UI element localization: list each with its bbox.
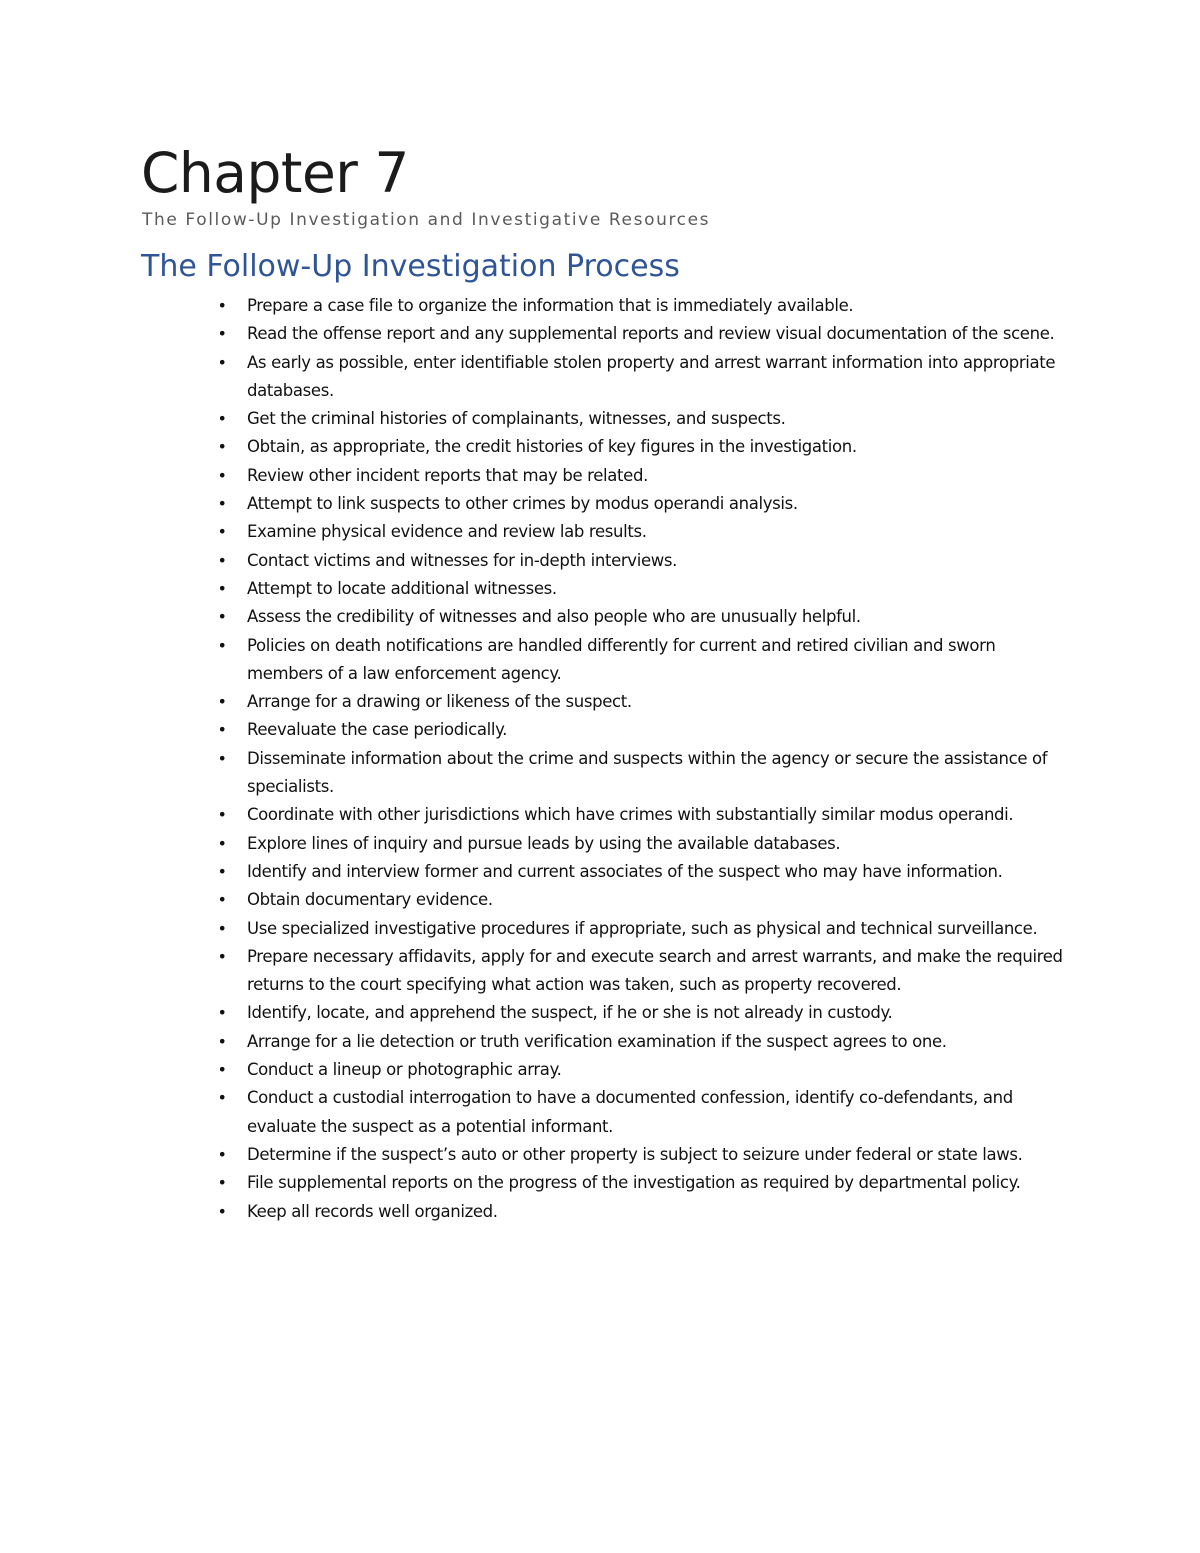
bullet-icon: •	[217, 1173, 227, 1193]
list-item-text: Get the criminal histories of complainants, witnesses, and suspects.	[247, 409, 786, 429]
bullet-icon: •	[217, 1144, 227, 1164]
list-item	[217, 688, 1071, 716]
chapter-subtitle: The Follow-Up Investigation and Investigative Resources	[142, 210, 711, 230]
list-item-text: Prepare necessary affidavits, apply for and execute search and arrest warrants, and make the required returns to the court specifying what action was taken, such as property recovered.	[247, 946, 1063, 995]
list-item	[217, 1198, 1071, 1226]
list-item	[217, 1169, 1071, 1197]
bullet-icon: •	[217, 1031, 227, 1051]
list-item-text: Reevaluate the case periodically.	[247, 720, 508, 740]
document-content	[141, 140, 1071, 1226]
list-item-text: Assess the credibility of witnesses and also people who are unusually helpful.	[247, 607, 861, 627]
list-item	[217, 547, 1071, 575]
bullet-icon: •	[217, 324, 227, 344]
list-item-text: Obtain, as appropriate, the credit histories of key figures in the investigation.	[247, 437, 857, 457]
bullet-icon: •	[217, 1201, 227, 1221]
list-item	[217, 915, 1071, 943]
bullet-icon: •	[217, 946, 227, 966]
list-item	[217, 433, 1071, 461]
bullet-icon: •	[217, 607, 227, 627]
list-item-text: Conduct a custodial interrogation to have a documented confession, identify co-defendants, and evaluate the suspect as a potential informant.	[247, 1088, 1013, 1136]
list-item-text: Disseminate information about the crime and suspects within the agency or secure the assistance of specialists.	[247, 748, 1048, 797]
bullet-icon: •	[217, 635, 227, 655]
chapter-title: Chapter 7	[141, 141, 409, 205]
list-item	[217, 830, 1071, 858]
list-item-text: Attempt to locate additional witnesses.	[247, 578, 557, 598]
list-item	[217, 405, 1071, 433]
list-item-text: As early as possible, enter identifiable stolen property and arrest warrant information into appropriate databases.	[247, 352, 1056, 400]
bullet-icon: •	[217, 720, 227, 740]
list-item	[217, 292, 1071, 320]
list-item-text: Examine physical evidence and review lab results.	[247, 522, 647, 542]
list-item-text: Explore lines of inquiry and pursue leads by using the available databases.	[247, 833, 841, 853]
bullet-icon: •	[217, 296, 227, 315]
list-item	[217, 1141, 1071, 1169]
list-item	[217, 858, 1071, 886]
list-item-text: Arrange for a drawing or likeness of the suspect.	[247, 692, 632, 712]
list-item	[217, 518, 1071, 546]
list-item-text: Identify, locate, and apprehend the suspect, if he or she is not already in custody.	[247, 1003, 893, 1023]
list-item-text: Read the offense report and any supplemental reports and review visual documentation of the scene.	[247, 324, 1055, 344]
bullet-icon: •	[217, 805, 227, 825]
list-item-text: Identify and interview former and current associates of the suspect who may have information.	[247, 861, 1003, 881]
list-item	[217, 801, 1071, 829]
bullet-icon: •	[217, 918, 227, 938]
list-item	[217, 1084, 1071, 1141]
list-item-text: Conduct a lineup or photographic array.	[247, 1060, 562, 1080]
list-item	[217, 490, 1071, 518]
list-item-text: Arrange for a lie detection or truth verification examination if the suspect agrees to one.	[247, 1031, 947, 1051]
list-item	[217, 603, 1071, 631]
list-item	[217, 943, 1071, 1000]
bullet-icon: •	[217, 1060, 227, 1080]
list-item	[217, 1056, 1071, 1084]
list-item	[217, 349, 1071, 406]
bullet-icon: •	[217, 578, 227, 598]
bullet-icon: •	[217, 409, 227, 429]
list-item-text: Use specialized investigative procedures if appropriate, such as physical and technical surveillance.	[247, 918, 1038, 938]
list-item	[217, 999, 1071, 1027]
list-item-text: Obtain documentary evidence.	[247, 890, 493, 910]
list-item	[217, 462, 1071, 490]
bullet-icon: •	[217, 833, 227, 853]
list-item-text: File supplemental reports on the progress of the investigation as required by departmental policy.	[247, 1173, 1021, 1193]
bullet-icon: •	[217, 1003, 227, 1023]
bullet-icon: •	[217, 890, 227, 910]
list-item-text: Policies on death notifications are handled differently for current and retired civilian and sworn members of a law enforcement agency.	[247, 635, 996, 683]
bullet-icon: •	[217, 692, 227, 712]
bullet-icon: •	[217, 1088, 227, 1108]
bullet-list	[141, 292, 1071, 1226]
list-item-text: Determine if the suspect’s auto or other property is subject to seizure under federal or state laws.	[247, 1144, 1023, 1164]
bullet-icon: •	[217, 522, 227, 542]
section-heading: The Follow-Up Investigation Process	[141, 249, 680, 284]
bullet-icon: •	[217, 465, 227, 485]
list-item	[217, 745, 1071, 802]
list-item-text: Coordinate with other jurisdictions which have crimes with substantially similar modus operandi.	[247, 805, 1014, 825]
bullet-icon: •	[217, 550, 227, 570]
list-item	[217, 716, 1071, 744]
bullet-icon: •	[217, 748, 227, 768]
list-item-text: Contact victims and witnesses for in-depth interviews.	[247, 550, 678, 570]
list-item	[217, 886, 1071, 914]
bullet-icon: •	[217, 352, 227, 372]
bullet-icon: •	[217, 861, 227, 881]
bullet-icon: •	[217, 437, 227, 457]
list-item	[217, 320, 1071, 348]
list-item	[217, 632, 1071, 689]
bullet-icon: •	[217, 494, 227, 514]
list-item	[217, 1028, 1071, 1056]
list-item-text: Keep all records well organized.	[247, 1201, 498, 1221]
list-item	[217, 575, 1071, 603]
list-item-text: Prepare a case file to organize the information that is immediately available.	[247, 296, 854, 315]
list-item-text: Review other incident reports that may be related.	[247, 465, 648, 485]
list-item-text: Attempt to link suspects to other crimes by modus operandi analysis.	[247, 494, 798, 514]
